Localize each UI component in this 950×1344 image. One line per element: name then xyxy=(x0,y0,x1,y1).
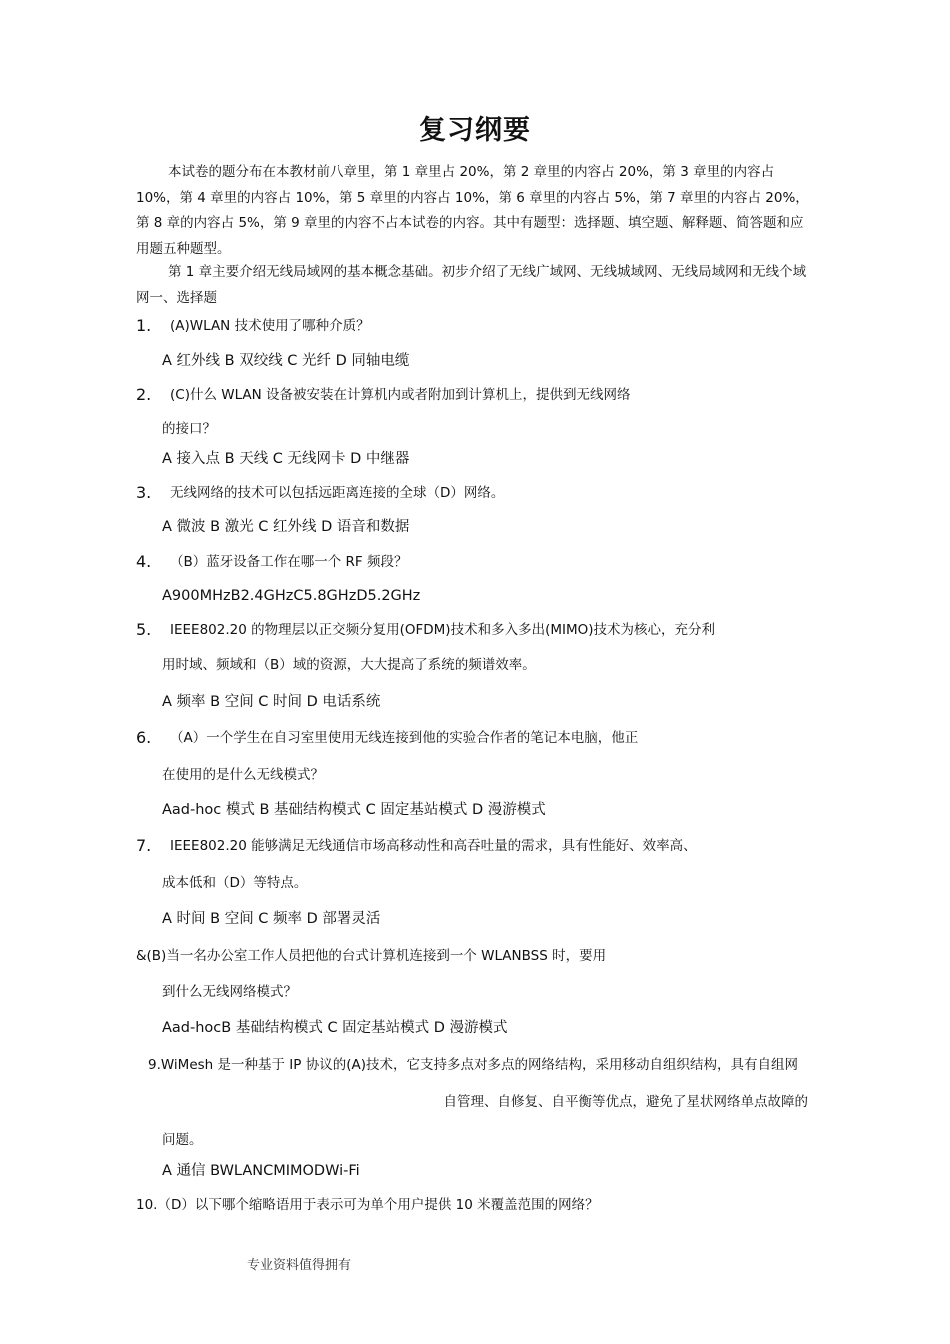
intro-paragraph-1 xyxy=(136,160,812,262)
question-text: 自管理、自修复、自平衡等优点，避免了星状网络单点故障的 xyxy=(443,1094,808,1110)
question-number: 1. xyxy=(136,316,152,335)
question-number: 7. xyxy=(136,836,152,855)
question-number: 2. xyxy=(136,385,152,404)
question-options: A 通信 BWLANCMIMODWi-Fi xyxy=(162,1163,360,1179)
question-text: &(B)当一名办公室工作人员把他的台式计算机连接到一个 WLANBSS 时，要用 xyxy=(136,948,607,964)
question-options: A 红外线 B 双绞线 C 光纤 D 同轴电缆 xyxy=(162,353,410,369)
question-options: Aad-hoc 模式 B 基础结构模式 C 固定基站模式 D 漫游模式 xyxy=(162,802,546,818)
intro-text-1: 本试卷的题分布在本教材前八章里，第 1 章里占 20%，第 2 章里的内容占 20%，第 3 章里的内容占 10%，第 4 章里的内容占 10%，第 5 章里的内容占 10%，第 6 章里的内容占 5%，第 7 章里的内容占 20%，第 8 章的内容占 5%，第 9 章里的内容不占本试卷的内容。其中有题型：选择题、填空题、解释题、简答题和应用题五种题型。 xyxy=(136,164,809,257)
question-options: A900MHzB2.4GHzC5.8GHzD5.2GHz xyxy=(162,588,421,604)
question-options: A 频率 B 空间 C 时间 D 电话系统 xyxy=(162,694,381,710)
question-text: 用时域、频域和（B）域的资源，大大提高了系统的频谱效率。 xyxy=(162,657,536,673)
question-text: 无线网络的技术可以包括远距离连接的全球（D）网络。 xyxy=(170,485,505,501)
page-footer: 专业资料值得拥有 xyxy=(247,1258,352,1273)
question-text: （B）蓝牙设备工作在哪一个 RF 频段？ xyxy=(170,554,408,570)
question-number: 5. xyxy=(136,620,152,639)
question-text: 的接口？ xyxy=(162,421,216,437)
question-number: 3. xyxy=(136,483,152,502)
question-text: IEEE802.20 能够满足无线通信市场高移动性和高吞吐量的需求，具有性能好、效率高、 xyxy=(170,838,697,854)
question-number: 6. xyxy=(136,728,152,747)
question-text: (A)WLAN 技术使用了哪种介质？ xyxy=(170,318,370,334)
question-text: 成本低和（D）等特点。 xyxy=(162,875,308,891)
page-title: 复习纲要 xyxy=(419,115,531,146)
question-text: 到什么无线网络模式？ xyxy=(162,984,297,1000)
question-text: （A）一个学生在自习室里使用无线连接到他的实验合作者的笔记本电脑，他正 xyxy=(170,730,639,746)
question-options: A 微波 B 激光 C 红外线 D 语音和数据 xyxy=(162,519,410,535)
question-text: 10.（D）以下哪个缩略语用于表示可为单个用户提供 10 米覆盖范围的网络？ xyxy=(136,1197,599,1213)
question-options: Aad-hocB 基础结构模式 C 固定基站模式 D 漫游模式 xyxy=(162,1020,508,1036)
question-text: (C)什么 WLAN 设备被安装在计算机内或者附加到计算机上，提供到无线网络 xyxy=(170,387,631,403)
question-options: A 时间 B 空间 C 频率 D 部署灵活 xyxy=(162,911,381,927)
question-text: 9.WiMesh 是一种基于 IP 协议的(A)技术，它支持多点对多点的网络结构，采用移动自组织结构，具有自组网 xyxy=(148,1057,798,1073)
question-text: 问题。 xyxy=(162,1132,203,1148)
question-number: 4. xyxy=(136,552,152,571)
intro-paragraph-2 xyxy=(136,260,812,311)
question-options: A 接入点 B 天线 C 无线网卡 D 中继器 xyxy=(162,451,410,467)
intro-text-2: 第 1 章主要介绍无线局域网的基本概念基础。初步介绍了无线广域网、无线城域网、无线局域网和无线个域网一、选择题 xyxy=(136,264,807,306)
question-text: IEEE802.20 的物理层以正交频分复用(OFDM)技术和多入多出(MIMO)技术为核心，充分利 xyxy=(170,622,716,638)
question-text: 在使用的是什么无线模式？ xyxy=(162,767,324,783)
